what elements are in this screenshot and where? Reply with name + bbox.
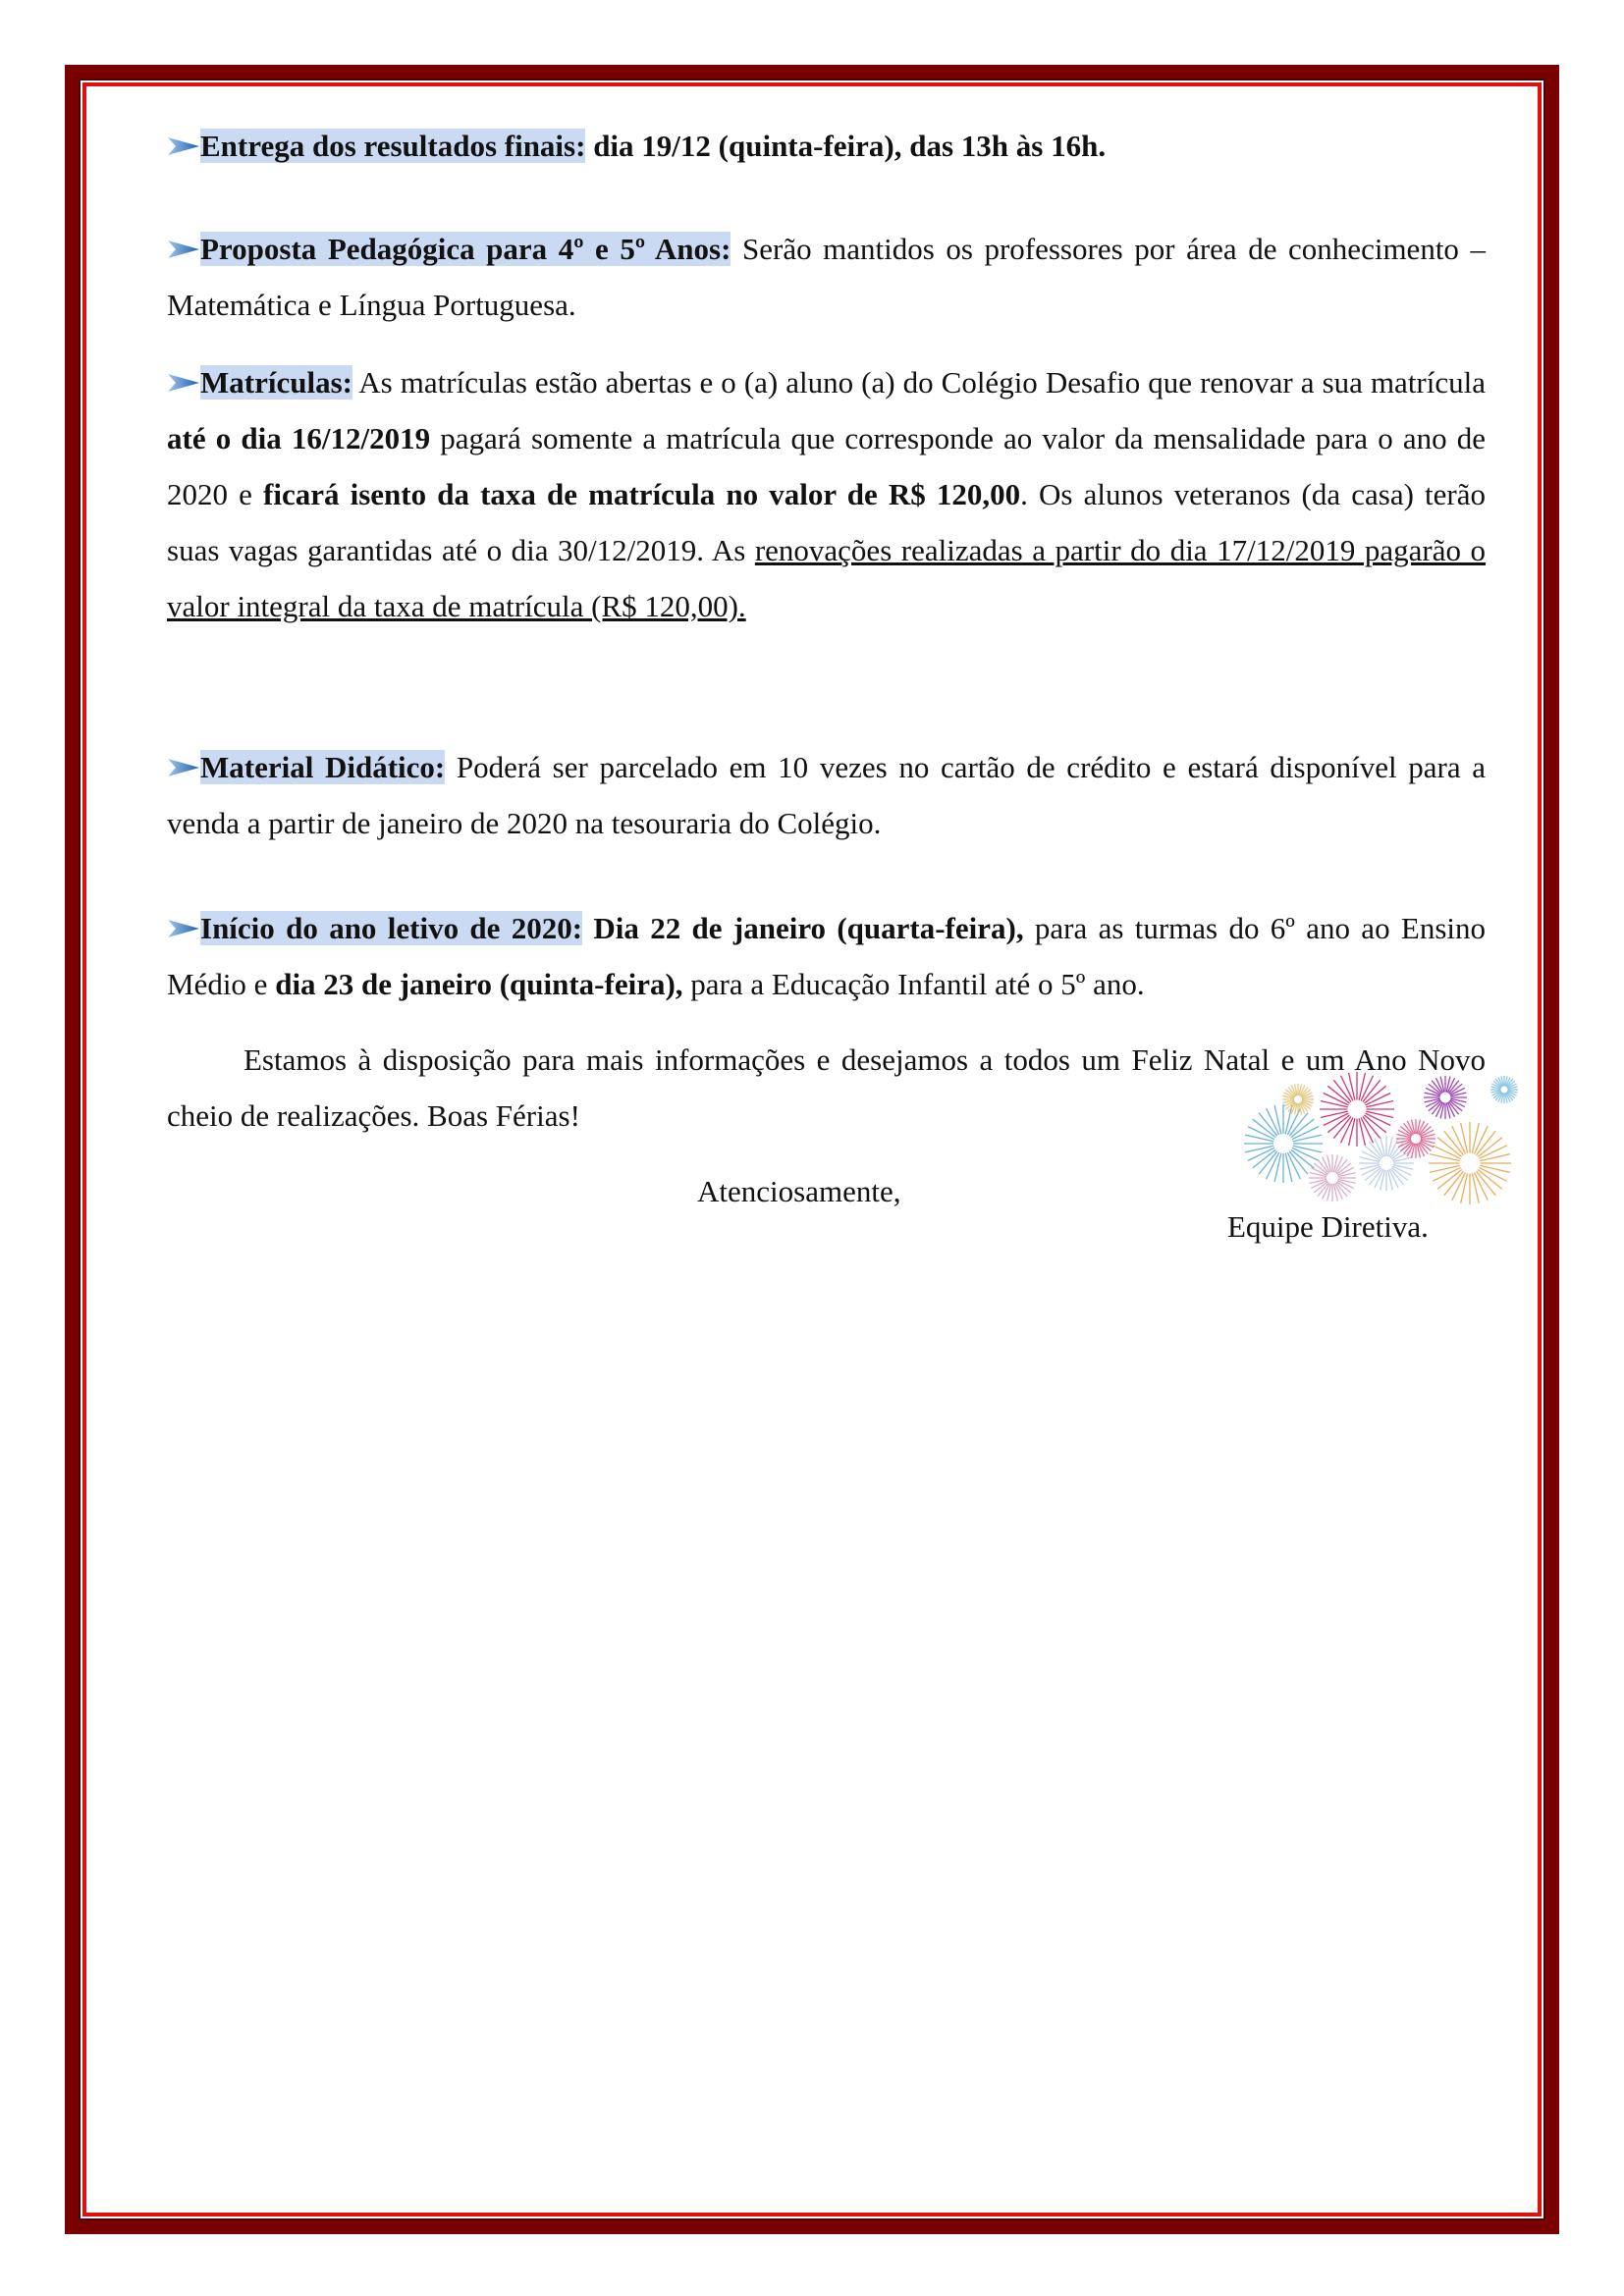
arrow-bullet-icon <box>167 239 200 260</box>
item-bold: dia 23 de janeiro (quinta-feira), <box>275 967 683 1001</box>
item-material <box>167 739 1486 851</box>
closing-paragraph: Estamos à disposição para mais informações e desejamos a todos um Feliz Natal e um Ano Novo cheio de realizações. Boas Férias! <box>167 1042 1486 1133</box>
item-resultados <box>167 118 1486 174</box>
item-matriculas <box>167 354 1486 634</box>
item-text: . Os alunos veteranos (da casa) terão suas vagas garantidas até o dia 30/12/2019. As <box>167 477 1486 567</box>
item-heading: Início do ano letivo de 2020: <box>200 911 583 945</box>
item-text: Serão mantidos os professores por área de conhecimento – Matemática e Língua Portuguesa. <box>167 232 1486 322</box>
arrow-bullet-icon <box>167 757 200 778</box>
item-text: para as turmas do 6º ano ao Ensino Médio e <box>167 911 1487 1001</box>
item-inicio <box>167 900 1486 1012</box>
item-text: As matrículas estão abertas e o (a) aluno (a) do Colégio Desafio que renovar a sua matrícula <box>352 365 1486 400</box>
item-heading: Entrega dos resultados finais: <box>200 129 586 163</box>
item-bold: até o dia 16/12/2019 <box>167 421 431 455</box>
fireworks-image <box>1239 1070 1534 1217</box>
item-text: Poderá ser parcelado em 10 vezes no cartão de crédito e estará disponível para a venda a partir de janeiro de 2020 na tesouraria do Colégio. <box>167 750 1486 840</box>
item-heading: Material Didático: <box>200 750 446 784</box>
signature: Equipe Diretiva. <box>1227 1209 1429 1244</box>
item-text: dia 19/12 (quinta-feira), das 13h às 16h. <box>585 129 1107 163</box>
item-text: para a Educação Infantil até o 5º ano. <box>682 967 1145 1001</box>
arrow-bullet-icon <box>167 135 200 157</box>
item-heading: Matrículas: <box>200 365 352 400</box>
item-proposta <box>167 221 1486 333</box>
arrow-bullet-icon <box>167 372 200 394</box>
arrow-bullet-icon <box>167 918 200 939</box>
item-text: pagará somente a matrícula que corresponde ao valor da mensalidade para o ano de 2020 e <box>167 421 1486 511</box>
signoff: Atenciosamente, <box>697 1174 901 1208</box>
item-bold: Dia 22 de janeiro (quarta-feira), <box>582 911 1024 945</box>
item-underline: renovações realizadas a partir do dia 17/12/2019 pagarão o valor integral da taxa de matrícula (R$ 120,00). <box>167 533 1486 623</box>
item-heading: Proposta Pedagógica para 4º e 5º Anos: <box>200 232 731 266</box>
item-bold: ficará isento da taxa de matrícula no valor de R$ 120,00 <box>263 477 1021 511</box>
